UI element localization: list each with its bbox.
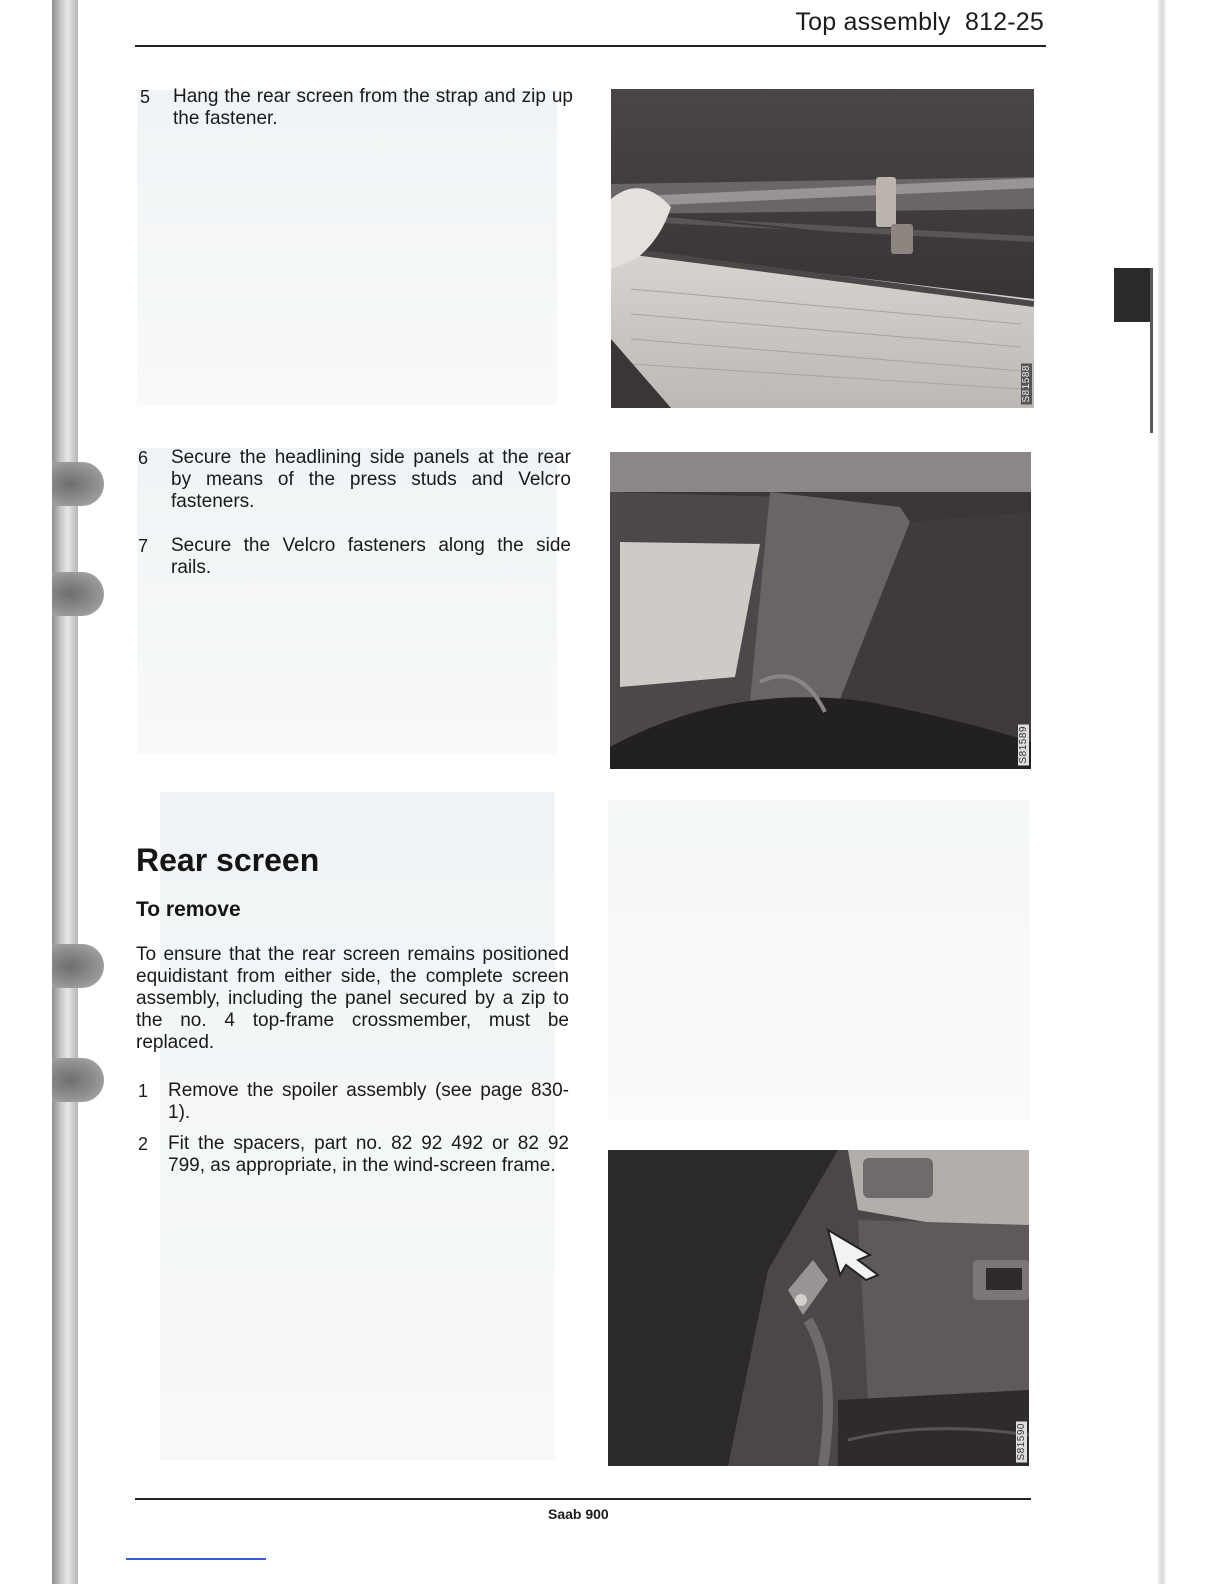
photo-windscreen-spacer-image xyxy=(608,1150,1029,1466)
step-text: Secure the Velcro fasteners along the side rails. xyxy=(171,535,571,578)
header-rule xyxy=(135,45,1046,47)
binder-hole xyxy=(52,572,104,616)
binder-hole xyxy=(52,462,104,506)
photo-strap-fastener xyxy=(611,89,1034,408)
step-number: 2 xyxy=(138,1134,149,1154)
thumb-tab-line xyxy=(1150,268,1153,433)
step-number: 6 xyxy=(138,448,149,468)
binder-strip xyxy=(52,0,78,1584)
step-number: 5 xyxy=(140,87,151,107)
page-header-title: Top assembly 812-25 xyxy=(795,8,1044,36)
page-edge xyxy=(1158,0,1166,1584)
step-6 xyxy=(138,447,571,513)
binder-hole xyxy=(52,944,104,988)
section-thumb-tab xyxy=(1114,268,1150,322)
footer-rule xyxy=(135,1498,1031,1500)
step-text: Hang the rear screen from the strap and zip up the fastener. xyxy=(173,86,573,129)
photo-headlining-panel-image xyxy=(610,452,1031,769)
step-number: 1 xyxy=(138,1081,149,1101)
step-text: Remove the spoiler assembly (see page 830-1). xyxy=(168,1080,569,1123)
photo-headlining-panel xyxy=(610,452,1031,769)
bottom-underline xyxy=(126,1558,266,1560)
intro-paragraph: To ensure that the rear screen remains positioned equidistant from either side, the complete screen assembly, including the panel secured by a zip to the no. 4 top-frame crossmember, must be replaced. xyxy=(136,944,569,1053)
section-heading: Rear screen xyxy=(136,842,320,878)
step-text: Secure the headlining side panels at the rear by means of the press studs and Velcro fasteners. xyxy=(171,447,571,512)
binder-hole xyxy=(52,1058,104,1102)
blank-photo-area xyxy=(608,800,1030,1120)
text-area-shading xyxy=(137,90,557,405)
footer-model: Saab 900 xyxy=(548,1506,609,1522)
removal-step-1 xyxy=(138,1080,569,1124)
photo-code-label: S81589 xyxy=(1018,725,1029,763)
text-area-shading xyxy=(160,792,555,1460)
removal-step-2 xyxy=(138,1133,569,1177)
sub-heading: To remove xyxy=(136,898,241,921)
photo-code-label: S81590 xyxy=(1016,1422,1027,1460)
photo-strap-fastener-image xyxy=(611,89,1034,408)
step-7 xyxy=(138,535,571,579)
step-5 xyxy=(140,86,573,130)
photo-windscreen-spacer xyxy=(608,1150,1029,1466)
step-text: Fit the spacers, part no. 82 92 492 or 82 92 799, as appropriate, in the wind-screen frame. xyxy=(168,1133,569,1176)
step-number: 7 xyxy=(138,536,149,556)
photo-code-label: S81588 xyxy=(1021,364,1032,402)
